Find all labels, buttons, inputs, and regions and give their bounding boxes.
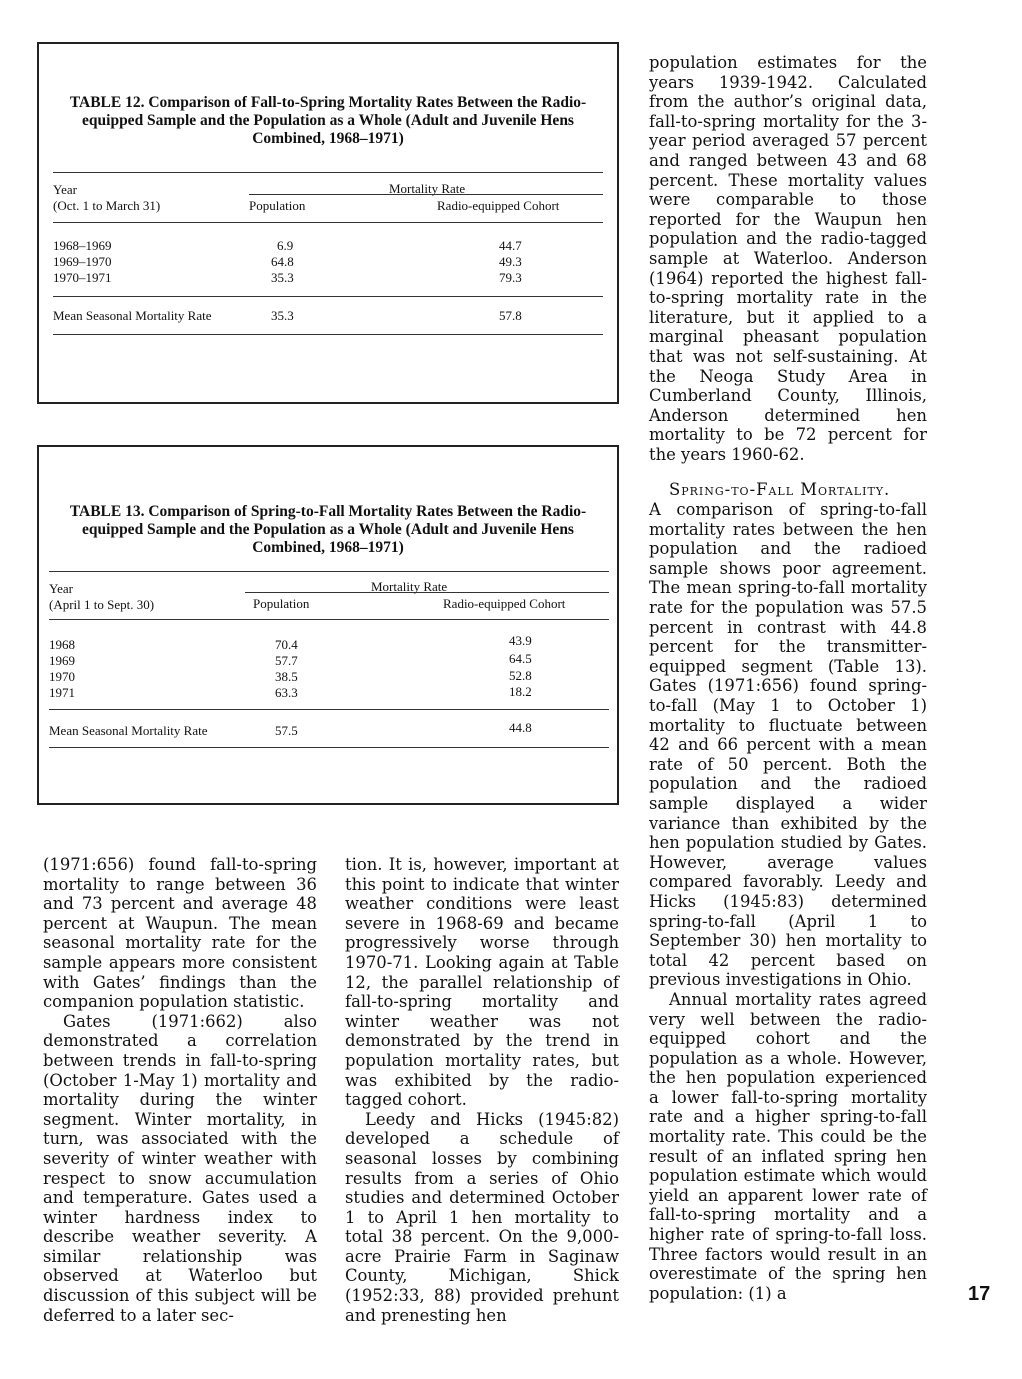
paragraph: A comparison of spring-to-fall mortality rates between the hen population and the radioed sample shows poor agreement. The mean spring-to-fall mortality rate for the population was 57.5 percent in contrast with 44.8 percent for the transmitter-equipped segment (Table 13). Gates (1971:656) found spring-to-fall (May 1 to October 1) mortality to fluctuate between 42 and 66 percent with a mean rate of 50 percent. Both the population and the radioed sample displayed a wider variance than exhibited by the hen population studied by Gates. However, average values compared favorably. Leedy and Hicks (1945:83) determined spring-to-fall (April 1 to September 30) hen mortality to total 42 percent based on previous investigations in Ohio. — [649, 500, 927, 990]
col-population: Population — [253, 596, 310, 611]
table-12-grid — [53, 172, 603, 372]
row-year: 1968–1969 — [53, 238, 112, 253]
col-mortality-rate: Mortality Rate — [389, 181, 466, 196]
row-population: 35.3 — [271, 270, 294, 285]
row-year: 1968 — [49, 637, 75, 652]
row-population: 38.5 — [275, 669, 298, 684]
row-radio: 52.8 — [509, 668, 532, 683]
row-year: 1970–1971 — [53, 270, 112, 285]
row-radio: 64.5 — [509, 651, 532, 666]
paragraph: population estimates for the years 1939-1942. Calculated from the author’s original data, fall-to-spring mortality for the 3-year period averaged 57 percent and ranged between 43 and 68 percent. These mortality values were comparable to those reported for the Waupun hen population and the radio-tagged sample at Waterloo. Anderson (1964) reported the highest fall-to-spring mortality rate in the literature, but it applied to a marginal pheasant population that was not self-sustaining. At the Neoga Study Area in Cumberland County, Illinois, Anderson determined hen mortality to be 72 percent for the years 1960-62. — [649, 53, 927, 464]
col-radio-cohort: Radio-equipped Cohort — [437, 198, 560, 213]
mean-radio: 44.8 — [509, 720, 532, 735]
table-13-label: TABLE 13. — [69, 503, 145, 520]
col-year-label: Year — [49, 581, 73, 596]
col-year-range: (April 1 to Sept. 30) — [49, 597, 155, 612]
mean-label: Mean Seasonal Mortality Rate — [49, 723, 208, 738]
col-radio-cohort: Radio-equipped Cohort — [443, 596, 566, 611]
mean-radio: 57.8 — [499, 308, 522, 323]
mean-population: 35.3 — [271, 308, 294, 323]
row-radio: 44.7 — [499, 238, 522, 253]
text-column-2 — [345, 855, 619, 1325]
paragraph: Leedy and Hicks (1945:82) developed a schedule of seasonal losses by combining results from a series of Ohio studies and determined October 1 to April 1 hen mortality to total 38 percent. On the 9,000-acre Prairie Farm in Saginaw County, Michigan, Shick (1952:33, 88) provided prehunt and prenesting hen — [345, 1109, 619, 1325]
mean-population: 57.5 — [275, 723, 298, 738]
table-12 — [37, 42, 619, 404]
table-12-label: TABLE 12. — [69, 94, 145, 111]
table-13-caption — [65, 503, 591, 557]
page-number: 17 — [968, 1283, 991, 1305]
row-radio: 79.3 — [499, 270, 522, 285]
section-heading: Spring-to-Fall Mortality. — [669, 480, 891, 500]
row-year: 1969–1970 — [53, 254, 112, 269]
paragraph: tion. It is, however, important at this point to indicate that winter weather conditions were least severe in 1968-69 and became progressively worse through 1970-71. Looking again at Table 12, the parallel relationship of fall-to-spring mortality and winter weather was not demonstrated by the trend in population mortality rates, but was exhibited by the radio-tagged cohort. — [345, 855, 619, 1110]
col-population: Population — [249, 198, 306, 213]
row-population: 64.8 — [271, 254, 294, 269]
row-population: 70.4 — [275, 637, 298, 652]
row-population: 57.7 — [275, 653, 298, 668]
table-13 — [37, 445, 619, 805]
table-13-grid — [49, 571, 609, 771]
col-mortality-rate: Mortality Rate — [371, 579, 448, 594]
row-year: 1971 — [49, 685, 75, 700]
row-year: 1969 — [49, 653, 75, 668]
paragraph: Gates (1971:662) also demonstrated a correlation between trends in fall-to-spring (October 1-May 1) mortality and mortality during the winter segment. Winter mortality, in turn, was associated with the severity of winter weather with respect to snow accumulation and temperature. Gates used a winter hardness index to describe weather severity. A similar relationship was observed at Waterloo but discussion of this subject will be deferred to a later sec- — [43, 1011, 317, 1325]
paragraph: (1971:656) found fall-to-spring mortality to range between 36 and 73 percent and average 48 percent at Waupun. The mean seasonal mortality rate for the sample appears more consistent with Gates’ findings than the companion population statistic. — [43, 855, 317, 1012]
row-population: 63.3 — [275, 685, 298, 700]
col-year-range: (Oct. 1 to March 31) — [53, 198, 161, 213]
mean-label: Mean Seasonal Mortality Rate — [53, 308, 212, 323]
paragraph: Annual mortality rates agreed very well between the radio-equipped cohort and the population as a whole. However, the hen population experienced a lower fall-to-spring mortality rate and a higher spring-to-fall mortality rate. This could be the result of an inflated spring hen population estimate which would yield an apparent lower rate of fall-to-spring mortality and a higher rate of spring-to-fall loss. Three factors would result in an overestimate of the spring hen population: (1) a — [649, 989, 927, 1303]
table-13-title: Comparison of Spring-to-Fall Mortality Rates Between the Radio-equipped Sample and the Population as a Whole (Adult and Juvenile Hens Combined, 1968–1971) — [82, 503, 587, 556]
table-12-caption — [65, 94, 591, 148]
col-year-label: Year — [53, 182, 77, 197]
text-column-3 — [649, 53, 927, 1303]
row-radio: 49.3 — [499, 254, 522, 269]
section-heading-paragraph — [649, 480, 927, 500]
text-column-1 — [43, 855, 317, 1325]
row-population: 6.9 — [277, 238, 294, 253]
table-12-title: Comparison of Fall-to-Spring Mortality Rates Between the Radio-equipped Sample and the Population as a Whole (Adult and Juvenile Hens Combined, 1968–1971) — [82, 94, 587, 147]
row-radio: 43.9 — [509, 633, 532, 648]
row-radio: 18.2 — [509, 684, 532, 699]
row-year: 1970 — [49, 669, 75, 684]
